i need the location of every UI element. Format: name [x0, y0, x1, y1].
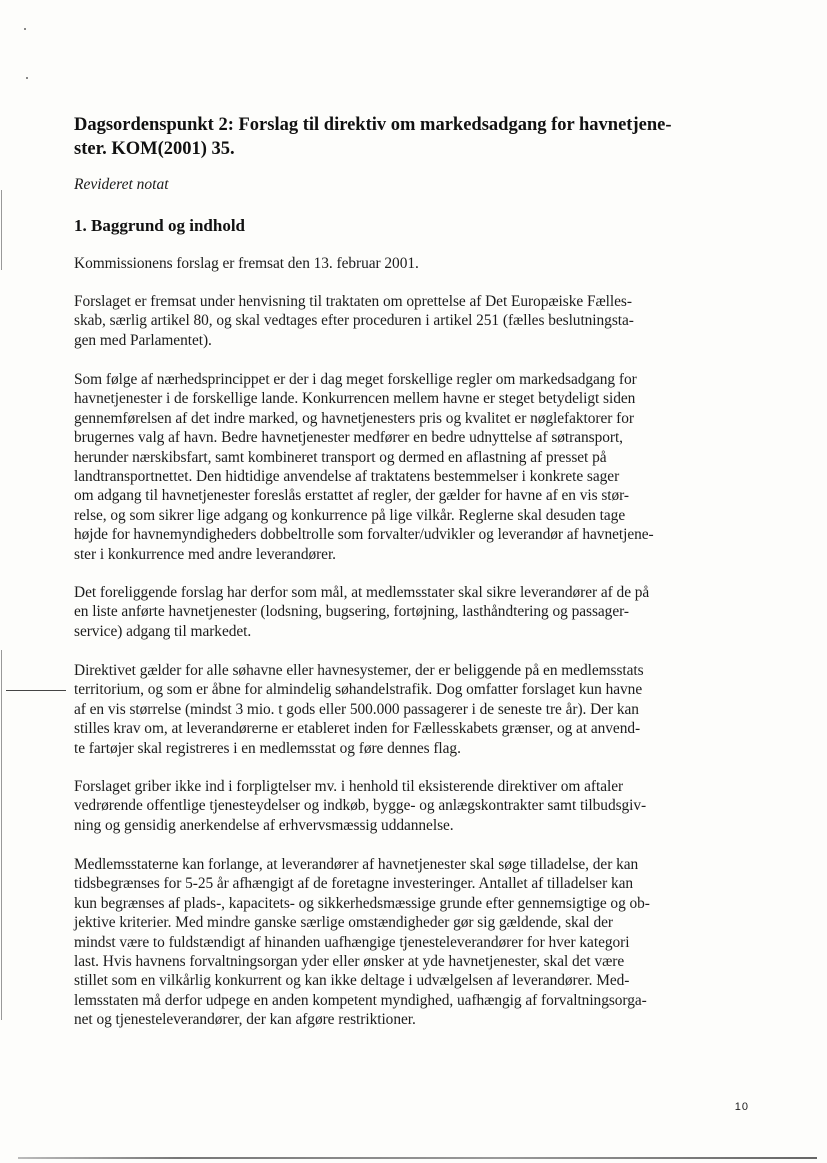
paragraph-objective: Det foreliggende forslag har derfor som mål, at medlemsstater skal sikre leverandører af de på en liste anførte havnetjenester (lodsning, bugsering, fortøjning, lasthåndtering og passager- service) adgang til markedet.: [74, 584, 650, 640]
scan-speck: [26, 77, 28, 79]
document-subtitle: Revideret notat: [74, 176, 169, 193]
margin-mark: [6, 690, 66, 691]
paragraph-legal-basis: Forslaget er fremsat under henvisning til traktaten om oprettelse af Det Europæiske Fælles- skab, særlig artikel 80, og skal vedtages efter proceduren i artikel 251 (fælles beslutningsta- gen med Parlamentet).: [74, 293, 634, 349]
page-number: 10: [734, 1101, 749, 1113]
paragraph-background: Som følge af nærhedsprincippet er der i dag meget forskellige regler om markedsadgang for havnetjenester i de forskellige lande. Konkurrencen mellem havne er steget betydeligt siden gennemførelsen af det indre marked, og havnetjenesters pris og kvalitet er nøglefaktorer for brugernes valg af havn. Bedre havnetjenester medfører en bedre udnyttelse af søtransport, herunder nærskibsfart, samt kombineret transport og dermed en aflastning af presset på landtransportnettet. Den hidtidige anvendelse af traktatens bestemmelser i konkrete sager om adgang til havnetjenester foreslås erstattet af regler, der gælder for havne af en vis stør- relse, og som sikrer lige adgang og konkurrence på lige vilkår. Reglerne skal desuden tage højde for havnemyndigheders dobbeltrolle som forvalter/udvikler og leverandør af havnetjene- ster i konkurrence med andre leverandører.: [74, 371, 654, 563]
paragraph-scope: Direktivet gælder for alle søhavne eller havnesystemer, der er beliggende på en medlemsstats territorium, og som er åbne for almindelig søhandelstrafik. Dog omfatter forslaget kun havne af en vis størrelse (mindst 3 mio. t gods eller 500.000 passagerer i de seneste tre år). Der kan stilles krav om, at leverandørerne er etableret inden for Fællesskabets grænser, og at anvend- te fartøjer skal registreres i en medlemsstat og føre dennes flag.: [74, 662, 644, 757]
scan-edge-line: [1, 190, 2, 270]
scan-speck: [24, 28, 26, 30]
paragraph-obligations: Forslaget griber ikke ind i forpligtelser mv. i henhold til eksisterende direktiver om aftaler vedrørende offentlige tjenesteydelser og indkøb, bygge- og anlægskontrakter samt tilbudsgiv- ning og gensidig anerkendelse af erhvervsmæssig uddannelse.: [74, 778, 647, 834]
paragraph-date: Kommissionens forslag er fremsat den 13. februar 2001.: [74, 255, 419, 272]
section-title: 1. Baggrund og indhold: [74, 216, 246, 235]
document-heading: Dagsordenspunkt 2: Forslag til direktiv om markedsadgang for havnetjene- ster. KOM(2001) 35.: [74, 115, 672, 159]
footer-rule: [18, 1157, 817, 1159]
paragraph-authorisation: Medlemsstaterne kan forlange, at leverandører af havnetjenester skal søge tilladelse, der kan tidsbegrænses for 5-25 år afhængigt af de foretagne investeringer. Antallet af tilladelser kan kun begrænses af plads-, kapacitets- og sikkerhedsmæssige grunde efter gennemsigtige og ob- jektive kriterier. Med mindre ganske særlige omstændigheder gør sig gældende, skal der mindst være to fuldstændigt af hinanden uafhængige tjenesteleverandører for hver kategori last. Hvis havnens forvaltningsorgan yder eller ønsker at yde havnetjenester, skal det være stillet som en vilkårlig konkurrent og kan ikke deltage i udvælgelsen af leverandører. Med- lemsstaten må derfor udpege en anden kompetent myndighed, uafhængig af forvaltningsorga- net og tjenesteleverandører, der kan afgøre restriktioner.: [74, 856, 650, 1029]
scan-edge-line: [1, 650, 2, 1020]
